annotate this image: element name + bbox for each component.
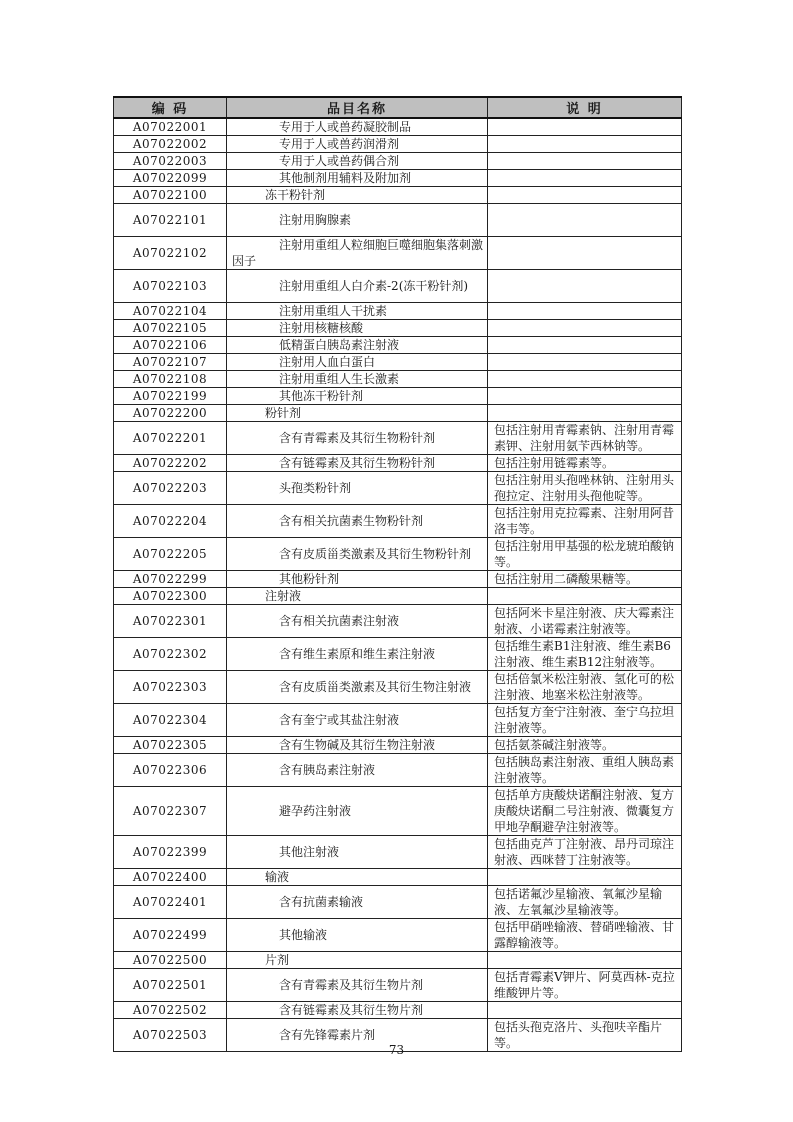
item-name: 其他粉针剂: [279, 572, 340, 586]
item-code: A07022001: [114, 118, 227, 136]
item-code: A07022305: [114, 737, 227, 754]
item-note: [488, 118, 682, 136]
item-name: 输液: [265, 870, 290, 884]
item-name: 其他注射液: [279, 845, 340, 859]
table-header: [114, 97, 682, 118]
table-row: [114, 320, 682, 337]
item-note: [488, 136, 682, 153]
item-name: 冻干粉针剂: [265, 188, 326, 202]
item-name: 粉针剂: [265, 406, 302, 420]
item-name: 含有皮质甾类激素及其衍生物注射液: [279, 680, 472, 694]
item-note: [488, 204, 682, 237]
item-name-cell: [227, 787, 488, 836]
table-row: [114, 737, 682, 754]
table-row: [114, 153, 682, 170]
item-note: [488, 869, 682, 886]
item-note: [488, 588, 682, 605]
item-name-cell: [227, 337, 488, 354]
item-name-cell: [227, 671, 488, 704]
table-row: [114, 919, 682, 952]
item-code: A07022099: [114, 170, 227, 187]
item-code: A07022304: [114, 704, 227, 737]
item-name-cell: [227, 1002, 488, 1019]
item-code: A07022500: [114, 952, 227, 969]
item-name: 含有奎宁或其盐注射液: [279, 713, 400, 727]
item-code: A07022100: [114, 187, 227, 204]
item-note: 包括注射用链霉素等。: [488, 455, 682, 472]
item-note: 包括氨茶碱注射液等。: [488, 737, 682, 754]
table-row: [114, 405, 682, 422]
table-row: [114, 204, 682, 237]
table-row: [114, 371, 682, 388]
item-code: A07022204: [114, 505, 227, 538]
table-row: [114, 237, 682, 270]
item-name: 含有青霉素及其衍生物粉针剂: [279, 431, 436, 445]
item-name-cell: [227, 588, 488, 605]
table-row: [114, 118, 682, 136]
item-name: 头孢类粉针剂: [279, 481, 352, 495]
table-row: [114, 354, 682, 371]
table-row: [114, 952, 682, 969]
table-row: [114, 1002, 682, 1019]
item-code: A07022107: [114, 354, 227, 371]
item-note: [488, 153, 682, 170]
item-name-cell: [227, 886, 488, 919]
item-code: A07022202: [114, 455, 227, 472]
item-name: 含有链霉素及其衍生物粉针剂: [279, 456, 436, 470]
item-name-cell: [227, 538, 488, 571]
item-code: A07022003: [114, 153, 227, 170]
item-name: 其他制剂用辅料及附加剂: [279, 171, 412, 185]
item-code: A07022106: [114, 337, 227, 354]
item-name-cell: [227, 422, 488, 455]
table-row: [114, 388, 682, 405]
item-note: 包括曲克芦丁注射液、昂丹司琼注射液、西咪替丁注射液等。: [488, 836, 682, 869]
table-row: [114, 969, 682, 1002]
item-name: 含有链霉素及其衍生物片剂: [279, 1003, 424, 1017]
table-row: [114, 170, 682, 187]
item-code: A07022102: [114, 237, 227, 270]
item-name: 注射用胸腺素: [279, 213, 352, 227]
item-name: 其他输液: [279, 928, 328, 942]
table-row: [114, 455, 682, 472]
item-code: A07022203: [114, 472, 227, 505]
item-name: 专用于人或兽药凝胶制品: [279, 120, 412, 134]
item-name: 其他冻干粉针剂: [279, 389, 364, 403]
table-row: [114, 638, 682, 671]
item-name-cell: [227, 204, 488, 237]
item-note: [488, 371, 682, 388]
table-row: [114, 187, 682, 204]
header-name: 品目名称: [227, 97, 488, 118]
header-note: 说 明: [488, 97, 682, 118]
table-row: [114, 472, 682, 505]
item-name-cell: [227, 118, 488, 136]
item-note: 包括倍氯米松注射液、氢化可的松注射液、地塞米松注射液等。: [488, 671, 682, 704]
table-row: [114, 704, 682, 737]
item-name-cell: [227, 303, 488, 320]
table-row: [114, 671, 682, 704]
item-name-cell: [227, 237, 488, 270]
item-code: A07022299: [114, 571, 227, 588]
item-name: 专用于人或兽药润滑剂: [279, 137, 400, 151]
item-name-cell: [227, 505, 488, 538]
item-name-cell: [227, 737, 488, 754]
item-code: A07022002: [114, 136, 227, 153]
item-name: 注射用重组人粒细胞巨噬细胞集落刺激因子: [232, 238, 484, 268]
item-note: 包括单方庚酸炔诺酮注射液、复方庚酸炔诺酮二号注射液、微囊复方甲地孕酮避孕注射液等。: [488, 787, 682, 836]
item-code: A07022303: [114, 671, 227, 704]
item-code: A07022306: [114, 754, 227, 787]
item-note: 包括注射用头孢唑林钠、注射用头孢拉定、注射用头孢他啶等。: [488, 472, 682, 505]
item-name: 注射用核糖核酸: [279, 321, 364, 335]
item-name: 避孕药注射液: [279, 804, 352, 818]
item-name: 含有青霉素及其衍生物片剂: [279, 978, 424, 992]
item-code: A07022399: [114, 836, 227, 869]
item-name-cell: [227, 836, 488, 869]
table-row: [114, 538, 682, 571]
table-row: [114, 136, 682, 153]
item-name-cell: [227, 571, 488, 588]
item-name: 专用于人或兽药偶合剂: [279, 154, 400, 168]
item-name-cell: [227, 371, 488, 388]
table-row: [114, 605, 682, 638]
item-name: 含有胰岛素注射液: [279, 763, 376, 777]
item-code: A07022400: [114, 869, 227, 886]
item-name-cell: [227, 320, 488, 337]
item-note: 包括维生素B1注射液、维生素B6注射液、维生素B12注射液等。: [488, 638, 682, 671]
item-name: 含有皮质甾类激素及其衍生物粉针剂: [279, 547, 472, 561]
item-name-cell: [227, 455, 488, 472]
item-note: 包括注射用青霉素钠、注射用青霉素钾、注射用氨苄西林钠等。: [488, 422, 682, 455]
item-name: 注射用人血白蛋白: [279, 355, 376, 369]
item-name-cell: [227, 605, 488, 638]
table-row: [114, 886, 682, 919]
item-note: [488, 303, 682, 320]
header-row: [114, 97, 682, 118]
table-row: [114, 571, 682, 588]
item-code: A07022101: [114, 204, 227, 237]
item-note: [488, 1002, 682, 1019]
item-note: [488, 388, 682, 405]
item-name-cell: [227, 354, 488, 371]
table-row: [114, 588, 682, 605]
item-note: 包括青霉素V钾片、阿莫西林-克拉维酸钾片等。: [488, 969, 682, 1002]
item-name: 注射用重组人生长激素: [279, 372, 400, 386]
catalog-table: [113, 96, 682, 1052]
item-note: [488, 337, 682, 354]
item-name-cell: [227, 472, 488, 505]
table-row: [114, 754, 682, 787]
item-name-cell: [227, 136, 488, 153]
page-number: 73: [388, 1043, 405, 1057]
item-note: [488, 237, 682, 270]
item-note: [488, 354, 682, 371]
item-name-cell: [227, 704, 488, 737]
item-note: [488, 405, 682, 422]
item-name-cell: [227, 153, 488, 170]
table-row: [114, 422, 682, 455]
item-code: A07022301: [114, 605, 227, 638]
item-note: 包括头孢克洛片、头孢呋辛酯片等。: [488, 1019, 682, 1052]
item-code: A07022108: [114, 371, 227, 388]
item-name-cell: [227, 754, 488, 787]
item-name: 含有相关抗菌素生物粉针剂: [279, 514, 424, 528]
table-row: [114, 505, 682, 538]
item-code: A07022502: [114, 1002, 227, 1019]
header-code: 编 码: [114, 97, 227, 118]
item-name: 注射用重组人干扰素: [279, 304, 388, 318]
item-name-cell: [227, 952, 488, 969]
item-note: 包括胰岛素注射液、重组人胰岛素注射液等。: [488, 754, 682, 787]
item-name-cell: [227, 869, 488, 886]
item-name-cell: [227, 270, 488, 303]
item-name-cell: [227, 919, 488, 952]
item-note: 包括甲硝唑输液、替硝唑输液、甘露醇输液等。: [488, 919, 682, 952]
item-note: 包括复方奎宁注射液、奎宁乌拉坦注射液等。: [488, 704, 682, 737]
item-code: A07022103: [114, 270, 227, 303]
item-code: A07022205: [114, 538, 227, 571]
item-name: 注射用重组人白介素-2(冻干粉针剂): [279, 279, 469, 293]
item-code: A07022201: [114, 422, 227, 455]
item-name-cell: [227, 969, 488, 1002]
item-code: A07022302: [114, 638, 227, 671]
table-row: [114, 787, 682, 836]
item-code: A07022503: [114, 1019, 227, 1052]
item-name-cell: [227, 405, 488, 422]
item-note: [488, 270, 682, 303]
item-code: A07022307: [114, 787, 227, 836]
item-code: A07022300: [114, 588, 227, 605]
item-note: [488, 952, 682, 969]
item-code: A07022401: [114, 886, 227, 919]
item-name-cell: [227, 187, 488, 204]
item-note: 包括注射用克拉霉素、注射用阿昔洛韦等。: [488, 505, 682, 538]
item-note: 包括诺氟沙星输液、氧氟沙星输液、左氧氟沙星输液等。: [488, 886, 682, 919]
table-row: [114, 869, 682, 886]
item-code: A07022105: [114, 320, 227, 337]
item-name: 低精蛋白胰岛素注射液: [279, 338, 400, 352]
item-note: [488, 320, 682, 337]
item-name: 注射液: [265, 589, 302, 603]
table-body: [114, 118, 682, 1052]
item-code: A07022200: [114, 405, 227, 422]
item-name: 含有抗菌素输液: [279, 895, 364, 909]
item-name-cell: [227, 638, 488, 671]
item-name: 含有维生素原和维生素注射液: [279, 647, 436, 661]
item-note: 包括注射用二磷酸果糖等。: [488, 571, 682, 588]
item-name-cell: [227, 388, 488, 405]
item-name-cell: [227, 170, 488, 187]
table-row: [114, 836, 682, 869]
item-code: A07022199: [114, 388, 227, 405]
table-row: [114, 303, 682, 320]
item-code: A07022499: [114, 919, 227, 952]
table-row: [114, 270, 682, 303]
item-note: 包括阿米卡星注射液、庆大霉素注射液、小诺霉素注射液等。: [488, 605, 682, 638]
item-note: 包括注射用甲基强的松龙琥珀酸钠等。: [488, 538, 682, 571]
item-code: A07022104: [114, 303, 227, 320]
item-name: 片剂: [265, 953, 290, 967]
item-note: [488, 187, 682, 204]
item-note: [488, 170, 682, 187]
item-name: 含有相关抗菌素注射液: [279, 614, 400, 628]
item-code: A07022501: [114, 969, 227, 1002]
item-name: 含有先锋霉素片剂: [279, 1028, 376, 1042]
item-name: 含有生物碱及其衍生物注射液: [279, 738, 436, 752]
table-row: [114, 337, 682, 354]
